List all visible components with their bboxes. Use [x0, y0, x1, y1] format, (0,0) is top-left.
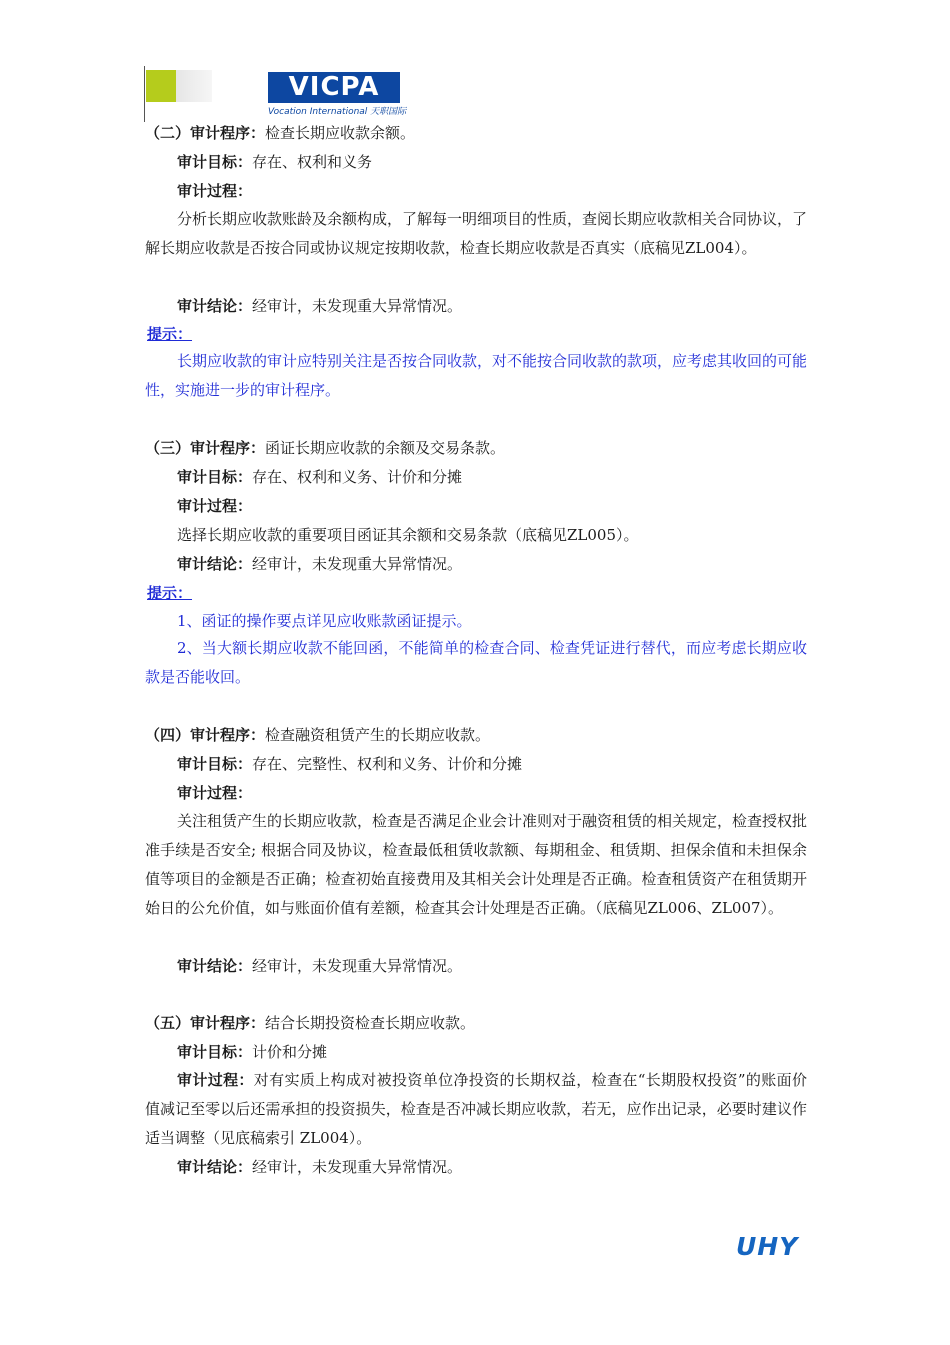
- s2-conclusion-text: 经审计，未发现重大异常情况。: [252, 297, 463, 315]
- s3-conclusion-label: 审计结论：: [177, 555, 253, 573]
- s4-conclusion-label: 审计结论：: [177, 957, 253, 975]
- s2-process-label: 审计过程：: [177, 182, 253, 200]
- s2-heading: [145, 123, 415, 143]
- uhy-logo: UHY: [736, 1232, 799, 1261]
- s4-goal-text: 存在、完整性、权利和义务、计价和分摊: [252, 755, 523, 773]
- s5-conclusion-label: 审计结论：: [177, 1158, 253, 1176]
- vicpa-logo-subtitle: Vocation International 天职国际: [268, 107, 407, 117]
- header-rule: [144, 66, 145, 122]
- s5-process-text: 对有实质上构成对被投资单位净投资的长期权益，检查在“长期股权投资”的账面价值减记至零以后还需承担的投资损失，检查是否冲减长期应收款，若无，应作出记录，必要时建议作适当调整（见底稿索引 ZL004）。: [145, 1071, 807, 1147]
- s3-conclusion: [177, 554, 462, 574]
- s5-conclusion: [177, 1157, 462, 1177]
- s2-heading-text: 检查长期应收款余额。: [265, 124, 416, 142]
- s5-process-label: 审计过程：: [177, 1071, 254, 1089]
- s4-conclusion: [177, 956, 462, 976]
- vicpa-logo: [268, 72, 400, 103]
- s4-goal: [177, 754, 522, 774]
- s3-conclusion-text: 经审计，未发现重大异常情况。: [252, 555, 463, 573]
- s5-conclusion-text: 经审计，未发现重大异常情况。: [252, 1158, 463, 1176]
- s4-process-text: 关注租赁产生的长期应收款，检查是否满足企业会计准则对于融资租赁的相关规定，检查授权批准手续是否安全; 根据合同及协议，检查最低租赁收款额、每期租金、租赁期、担保余值和未担保余值等项目的金额是否正确；检查初始直接费用及其相关会计处理是否正确。检查租赁资产在租赁期开始日的公允价值，如与账面价值有差额，检查其会计处理是否正确。（底稿见ZL006、ZL007）。: [145, 812, 808, 917]
- s5-goal-label: 审计目标：: [177, 1043, 253, 1061]
- s3-hint-label: 提示：: [147, 584, 193, 602]
- s3-goal-text: 存在、权利和义务、计价和分摊: [252, 468, 463, 486]
- vicpa-logo-text: VICPA: [288, 72, 380, 102]
- s3-process-label: 审计过程：: [177, 497, 253, 515]
- s5-heading-text: 结合长期投资检查长期应收款。: [265, 1014, 476, 1032]
- s2-goal: [177, 152, 372, 172]
- header-green-block: [146, 70, 176, 102]
- s2-conclusion: [177, 296, 462, 316]
- s5-goal: [177, 1042, 327, 1062]
- s5-goal-text: 计价和分摊: [252, 1043, 328, 1061]
- s3-heading-label: （三）审计程序：: [145, 439, 266, 457]
- s3-process-text: 选择长期应收款的重要项目函证其余额和交易条款（底稿见ZL005）。: [177, 526, 639, 544]
- s2-hint-text: 长期应收款的审计应特别关注是否按合同收款，对不能按合同收款的款项，应考虑其收回的可能性，实施进一步的审计程序。: [145, 352, 808, 399]
- s3-goal-label: 审计目标：: [177, 468, 253, 486]
- s4-heading-text: 检查融资租赁产生的长期应收款。: [265, 726, 491, 744]
- s5-heading-label: （五）审计程序：: [145, 1014, 266, 1032]
- s2-goal-label: 审计目标：: [177, 153, 253, 171]
- s5-heading: [145, 1013, 475, 1033]
- s2-process-text: 分析长期应收款账龄及余额构成，了解每一明细项目的性质，查阅长期应收款相关合同协议，了解长期应收款是否按合同或协议规定按期收款，检查长期应收款是否真实（底稿见ZL004）。: [145, 210, 808, 257]
- header-grey-block: [176, 70, 212, 102]
- s3-hint-item-1: 1、函证的操作要点详见应收账款函证提示。: [177, 612, 472, 630]
- s3-hint-item-2: 2、当大额长期应收款不能回函，不能简单的检查合同、检查凭证进行替代，而应考虑长期应收款是否能收回。: [145, 639, 807, 686]
- s5-process: [145, 1066, 807, 1153]
- s4-heading-label: （四）审计程序：: [145, 726, 266, 744]
- s4-goal-label: 审计目标：: [177, 755, 253, 773]
- s3-heading-text: 函证长期应收款的余额及交易条款。: [265, 439, 506, 457]
- s4-heading: [145, 725, 490, 745]
- s2-goal-text: 存在、权利和义务: [252, 153, 373, 171]
- s4-process-label: 审计过程：: [177, 784, 253, 802]
- s3-goal: [177, 467, 462, 487]
- s2-conclusion-label: 审计结论：: [177, 297, 253, 315]
- s2-hint-label: 提示：: [147, 325, 193, 343]
- s3-heading: [145, 438, 505, 458]
- s2-heading-label: （二）审计程序：: [145, 124, 266, 142]
- s4-conclusion-text: 经审计，未发现重大异常情况。: [252, 957, 463, 975]
